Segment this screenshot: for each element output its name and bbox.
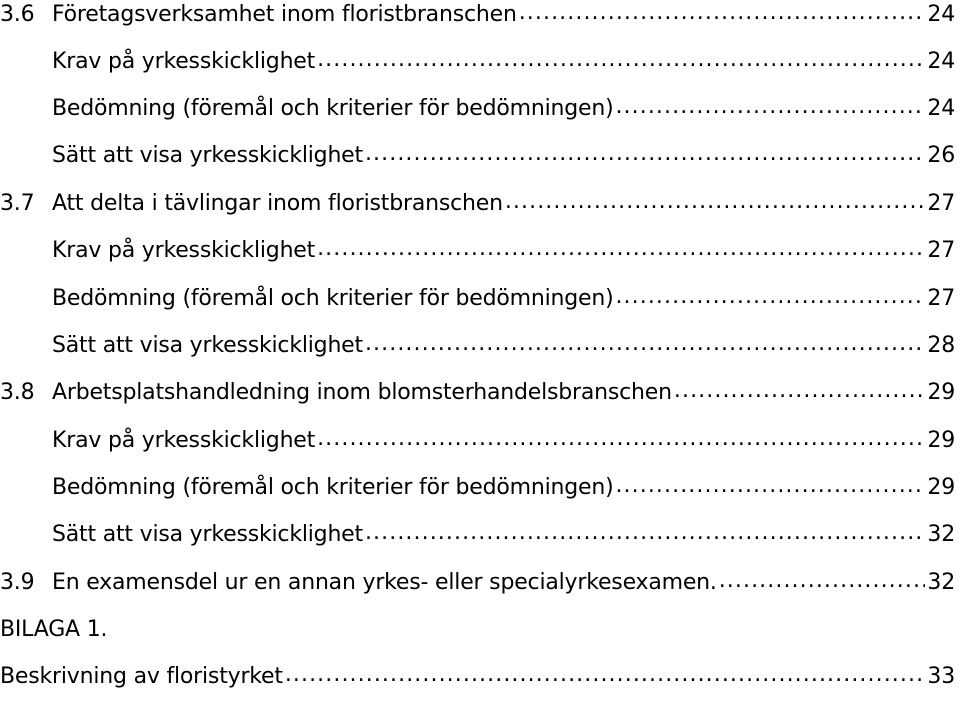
dot-leader — [615, 282, 925, 312]
page-number: 29 — [927, 380, 955, 405]
dot-leader — [365, 329, 925, 359]
entry-title: Sätt att visa yrkesskicklighet — [52, 143, 363, 168]
toc-entry-3-8-satt[interactable] — [0, 520, 955, 569]
page-number: 29 — [927, 475, 955, 500]
toc-entry-3-7[interactable] — [0, 189, 955, 238]
page-number: 33 — [927, 664, 955, 689]
page-number: 26 — [927, 143, 955, 168]
entry-title: En examensdel ur en annan yrkes- eller specialyrkesexamen. — [52, 570, 717, 595]
page-number: 24 — [927, 2, 955, 27]
page-number: 27 — [927, 286, 955, 311]
entry-title: Arbetsplatshandledning inom blomsterhandelsbranschen — [52, 380, 672, 405]
dot-leader — [317, 234, 925, 264]
dot-leader — [285, 660, 926, 690]
dot-leader — [365, 518, 925, 548]
dot-leader — [719, 566, 926, 596]
dot-leader — [365, 139, 925, 169]
entry-title: Sätt att visa yrkesskicklighet — [52, 522, 363, 547]
entry-title: Att delta i tävlingar inom floristbranschen — [52, 191, 503, 216]
dot-leader — [317, 45, 925, 75]
page-number: 24 — [927, 96, 955, 121]
dot-leader — [317, 424, 925, 454]
dot-leader — [505, 187, 926, 217]
toc-heading-bilaga-1 — [0, 615, 955, 664]
entry-title: Bedömning (föremål och kriterier för bedömningen) — [52, 96, 614, 121]
toc-entry-3-7-bedomning[interactable] — [0, 284, 955, 333]
appendix-heading: BILAGA 1. — [0, 617, 108, 642]
page-number: 28 — [927, 333, 955, 358]
toc-entry-3-7-krav[interactable] — [0, 236, 955, 285]
page-number: 29 — [927, 428, 955, 453]
dot-leader — [519, 0, 926, 28]
page-number: 24 — [927, 49, 955, 74]
toc-entry-3-8-bedomning[interactable] — [0, 473, 955, 522]
toc-entry-3-8-krav[interactable] — [0, 426, 955, 475]
page-number: 32 — [927, 522, 955, 547]
entry-title: Bedömning (föremål och kriterier för bedömningen) — [52, 286, 614, 311]
page-number: 27 — [927, 238, 955, 263]
section-number: 3.7 — [0, 191, 35, 216]
toc-entry-3-6-bedomning[interactable] — [0, 94, 955, 143]
dot-leader — [615, 92, 925, 122]
entry-title: Krav på yrkesskicklighet — [52, 49, 316, 74]
entry-title: Företagsverksamhet inom floristbranschen — [52, 2, 517, 27]
entry-title: Beskrivning av floristyrket — [0, 664, 283, 689]
entry-title: Krav på yrkesskicklighet — [52, 428, 316, 453]
page-number: 27 — [927, 191, 955, 216]
entry-title: Krav på yrkesskicklighet — [52, 238, 316, 263]
toc-entry-3-7-satt[interactable] — [0, 331, 955, 380]
entry-title: Sätt att visa yrkesskicklighet — [52, 333, 363, 358]
toc-entry-3-6-satt[interactable] — [0, 141, 955, 190]
dot-leader — [674, 376, 926, 406]
toc-entry-3-9[interactable] — [0, 568, 955, 617]
section-number: 3.9 — [0, 570, 35, 595]
page-number: 32 — [927, 570, 955, 595]
toc-entry-3-8[interactable] — [0, 378, 955, 427]
toc-entry-3-6[interactable] — [0, 0, 955, 49]
section-number: 3.6 — [0, 2, 35, 27]
toc-entry-3-6-krav[interactable] — [0, 47, 955, 96]
toc-entry-beskrivning[interactable] — [0, 662, 955, 711]
section-number: 3.8 — [0, 380, 35, 405]
dot-leader — [615, 471, 925, 501]
entry-title: Bedömning (föremål och kriterier för bedömningen) — [52, 475, 614, 500]
